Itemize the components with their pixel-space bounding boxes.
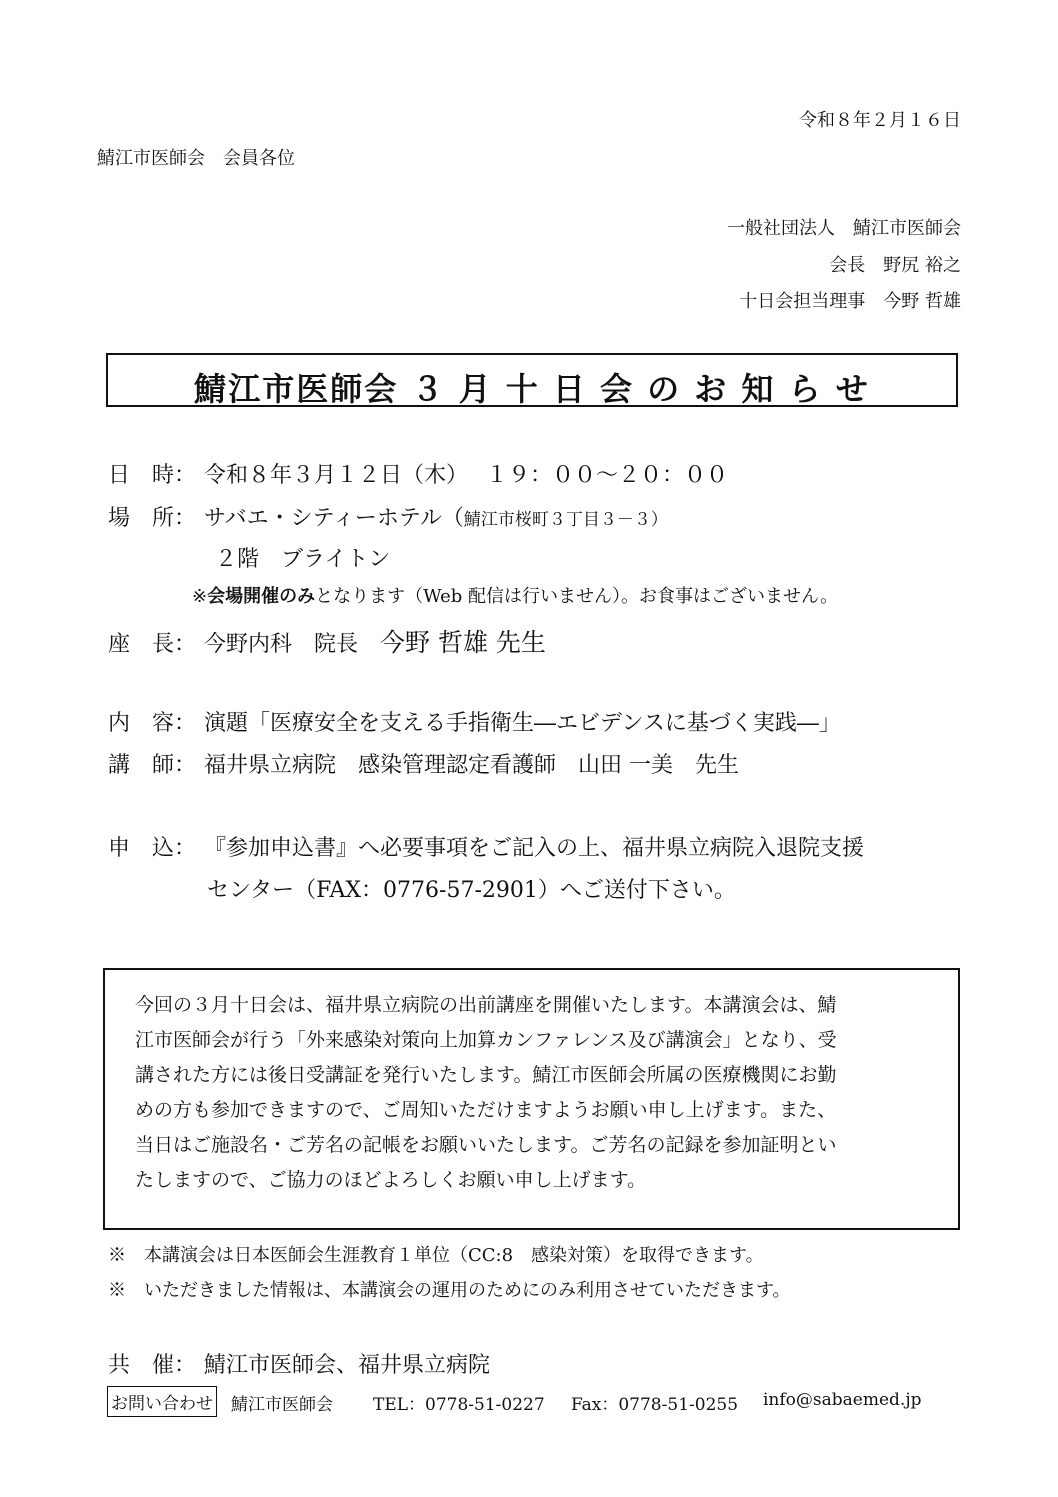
sender-org: 一般社団法人 鯖江市医師会: [727, 218, 961, 239]
recipient: 鯖江市医師会 会員各位: [97, 148, 295, 169]
apply-row: [108, 831, 864, 862]
content-value: 演題「医療安全を支える手指衛生―エビデンスに基づく実践―」: [204, 711, 841, 736]
place-address: 鯖江市桜町３丁目３－３）: [463, 510, 668, 530]
cohost-value: 鯖江市医師会、福井県立病院: [204, 1353, 491, 1378]
lecturer-label: 講 師：: [108, 753, 197, 778]
apply-line-2: センター（FAX：0776-57-2901）へご送付下さい。: [207, 878, 736, 903]
place-note-rest: となります（Web 配信は行いません）。お食事はございません。: [315, 586, 839, 607]
notice-line: たしますので、ご協力のほどよろしくお願い申し上げます。: [135, 1169, 647, 1191]
cohost-label: 共 催：: [108, 1353, 197, 1378]
sender-director: 十日会担当理事 今野 哲雄: [739, 291, 961, 312]
footnote: ※ 本講演会は日本医師会生涯教育１単位（CC:8 感染対策）を取得できます。: [108, 1245, 764, 1266]
apply-line-1: 『参加申込書』へ必要事項をご記入の上、福井県立病院入退院支援: [204, 836, 865, 861]
place-value: サバエ・シティーホテル（: [204, 506, 464, 531]
place-note: [192, 582, 838, 608]
place-room: ２階 ブライトン: [215, 547, 391, 572]
inquiry-org: 鯖江市医師会: [231, 1395, 333, 1415]
place-note-prefix: ※: [192, 586, 208, 607]
notice-line: めの方も参加できますので、ご周知いただけますようお願い申し上げます。また、: [135, 1099, 837, 1121]
inquiry-fax: Fax：0778-51-0255: [571, 1395, 739, 1415]
cohost-row: [108, 1348, 490, 1379]
inquiry-label: お問い合わせ: [107, 1386, 217, 1417]
place-row: [108, 501, 668, 532]
lecturer-row: [108, 748, 739, 779]
content-label: 内 容：: [108, 711, 197, 736]
inquiry-tel: TEL：0778-51-0227: [373, 1395, 545, 1415]
inquiry-email: info@sabaemed.jp: [763, 1390, 922, 1410]
place-label: 場 所：: [108, 506, 197, 531]
chair-name: 今野 哲雄 先生: [380, 628, 546, 657]
notice-line: 江市医師会が行う「外来感染対策向上加算カンファレンス及び講演会」となり、受: [135, 1029, 837, 1051]
notice-line: 講された方には後日受講証を発行いたします。鯖江市医師会所属の医療機関にお勤: [135, 1064, 837, 1086]
chair-row: [108, 623, 546, 659]
content-row: [108, 706, 841, 737]
chair-label: 座 長：: [108, 632, 197, 657]
datetime-value: 令和８年３月１２日（木） １９：００～２０：００: [204, 463, 728, 488]
datetime-label: 日 時：: [108, 463, 197, 488]
lecturer-value: 福井県立病院 感染管理認定看護師 山田 一美 先生: [204, 753, 739, 778]
page-title: 鯖江市医師会 ３ 月 十 日 会 の お 知 ら せ: [194, 370, 870, 408]
notice-line: 当日はご施設名・ご芳名の記帳をお願いいたします。ご芳名の記録を参加証明とい: [135, 1134, 837, 1156]
footnote: ※ いただきました情報は、本講演会の運用のためにのみ利用させていただきます。: [108, 1280, 791, 1301]
datetime-row: [108, 458, 728, 489]
sender-president: 会長 野尻 裕之: [829, 255, 961, 276]
notice-line: 今回の３月十日会は、福井県立病院の出前講座を開催いたします。本講演会は、鯖: [135, 994, 837, 1016]
document-date: 令和８年２月１６日: [799, 110, 961, 131]
notice-box: [103, 968, 960, 1230]
apply-label: 申 込：: [108, 836, 197, 861]
chair-value: 今野内科 院長: [204, 632, 381, 657]
title-box: [106, 353, 958, 407]
place-note-bold: 会場開催のみ: [207, 586, 316, 607]
